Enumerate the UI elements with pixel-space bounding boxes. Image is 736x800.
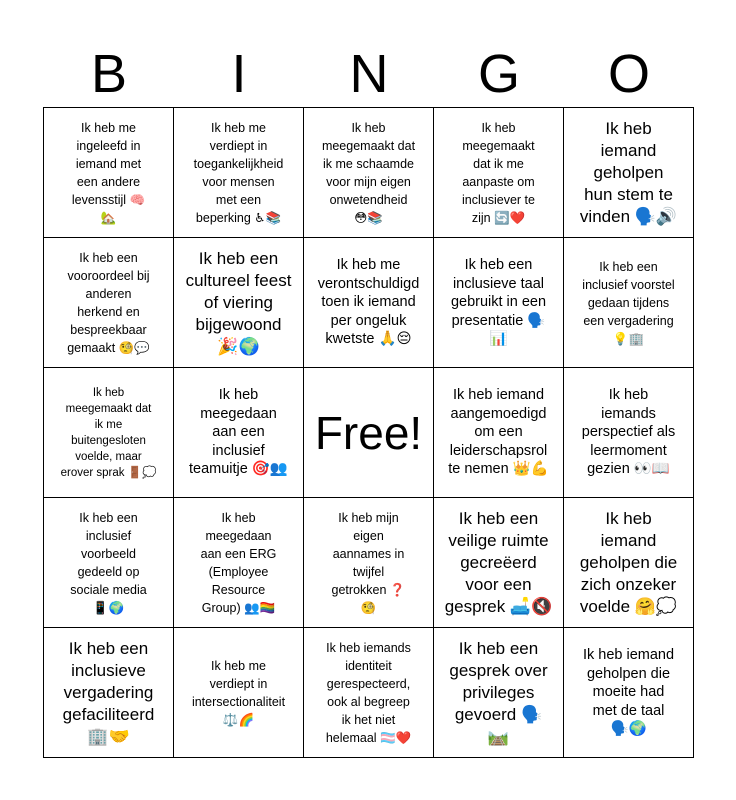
bingo-title <box>44 40 694 108</box>
bingo-cell-text: Ik heb meegedaan aan een inclusief teamuitje 🎯👥 <box>189 387 288 478</box>
bingo-cell[interactable] <box>174 108 304 238</box>
bingo-cell-text: Ik heb een inclusief voorstel gedaan tijdens een vergadering 💡🏢 <box>582 259 675 346</box>
bingo-cell[interactable] <box>304 498 434 628</box>
bingo-cell-text: Ik heb een inclusieve taal gebruikt in een presentatie 🗣️ 📊 <box>450 257 547 348</box>
title-letter-n: N <box>349 44 389 104</box>
free-space-label: Free! <box>314 406 423 459</box>
bingo-cell[interactable] <box>434 238 564 368</box>
bingo-cell-text: Ik heb iemand geholpen die zich onzeker voelde 🤗💭 <box>579 508 678 616</box>
bingo-cell-text: Ik heb een cultureel feest of viering bijgewoond 🎉🌍 <box>185 248 292 356</box>
bingo-cell-text: Ik heb een inclusieve vergadering gefaciliteerd 🏢🤝 <box>62 638 155 746</box>
bingo-cell[interactable] <box>304 628 434 758</box>
title-letter-i: I <box>231 44 247 104</box>
bingo-cell-text: Ik heb een vooroordeel bij anderen herkend en bespreekbaar gemaakt 🧐💬 <box>67 250 150 355</box>
bingo-cell-text: Ik heb me ingeleefd in iemand met een andere levensstijl 🧠 🏡 <box>71 120 146 225</box>
bingo-cell-text: Ik heb mijn eigen aannames in twijfel getrokken ❓ 🧐 <box>331 510 406 615</box>
bingo-cell-text: Ik heb iemand geholpen hun stem te vinden 🗣️🔊 <box>579 118 678 226</box>
bingo-cell[interactable] <box>304 108 434 238</box>
bingo-cell[interactable] <box>434 368 564 498</box>
bingo-cell[interactable] <box>44 498 174 628</box>
bingo-cell[interactable] <box>44 238 174 368</box>
bingo-cell-text: Ik heb me verontschuldigd toen ik iemand per ongeluk kwetste 🙏😔 <box>317 257 420 348</box>
bingo-cell-text: Ik heb een inclusief voorbeeld gedeeld op sociale media 📱🌍 <box>70 510 147 615</box>
bingo-cell-text: Ik heb een gesprek over privileges gevoerd 🗣️ 🛤️ <box>449 638 548 746</box>
bingo-cell[interactable] <box>174 238 304 368</box>
title-letter-b: B <box>90 44 128 104</box>
bingo-cell-text: Ik heb iemand aangemoedigd om een leiderschapsrol te nemen 👑💪 <box>448 387 549 478</box>
bingo-cell-text: Ik heb iemands perspectief als leermoment gezien 👀📖 <box>581 387 676 478</box>
title-letter-o: O <box>607 44 650 104</box>
title-letter-g: G <box>477 44 520 104</box>
bingo-cell[interactable] <box>44 628 174 758</box>
bingo-cell[interactable] <box>304 238 434 368</box>
bingo-cell[interactable] <box>174 368 304 498</box>
free-space[interactable] <box>304 368 434 498</box>
bingo-cell-text: Ik heb me verdiept in toegankelijkheid voor mensen met een beperking ♿📚 <box>193 120 284 225</box>
bingo-cell[interactable] <box>564 498 694 628</box>
bingo-cell-text: Ik heb meegedaan aan een ERG (Employee Resource Group) 👥🏳️‍🌈 <box>200 510 277 615</box>
bingo-cell[interactable] <box>174 498 304 628</box>
bingo-cell-text: Ik heb meegemaakt dat ik me schaamde voor mijn eigen onwetendheid 😳📚 <box>321 120 416 225</box>
bingo-cell-text: Ik heb iemands identiteit gerespecteerd, ook al begreep ik het niet helemaal 🏳️‍⚧️❤️ <box>325 640 412 745</box>
bingo-cell-text: Ik heb meegemaakt dat ik me aanpaste om inclusiever te zijn 🔄❤️ <box>462 120 535 225</box>
bingo-cell-text: Ik heb meegemaakt dat ik me buitengesloten voelde, maar erover sprak 🚪💭 <box>60 386 157 479</box>
bingo-cell[interactable] <box>564 238 694 368</box>
bingo-cell[interactable] <box>564 108 694 238</box>
bingo-card <box>43 107 694 758</box>
bingo-cell[interactable] <box>174 628 304 758</box>
bingo-cell[interactable] <box>434 628 564 758</box>
bingo-cell[interactable] <box>434 108 564 238</box>
bingo-cell[interactable] <box>564 368 694 498</box>
bingo-cell-text: Ik heb een veilige ruimte gecreëerd voor een gesprek 🛋️🔇 <box>444 508 553 616</box>
bingo-cell[interactable] <box>564 628 694 758</box>
bingo-cell-text: Ik heb me verdiept in intersectionaliteit ⚖️🌈 <box>191 658 286 727</box>
bingo-cell[interactable] <box>434 498 564 628</box>
bingo-cell[interactable] <box>44 368 174 498</box>
bingo-cell-text: Ik heb iemand geholpen die moeite had met de taal 🗣️🌍 <box>582 647 675 738</box>
bingo-cell[interactable] <box>44 108 174 238</box>
